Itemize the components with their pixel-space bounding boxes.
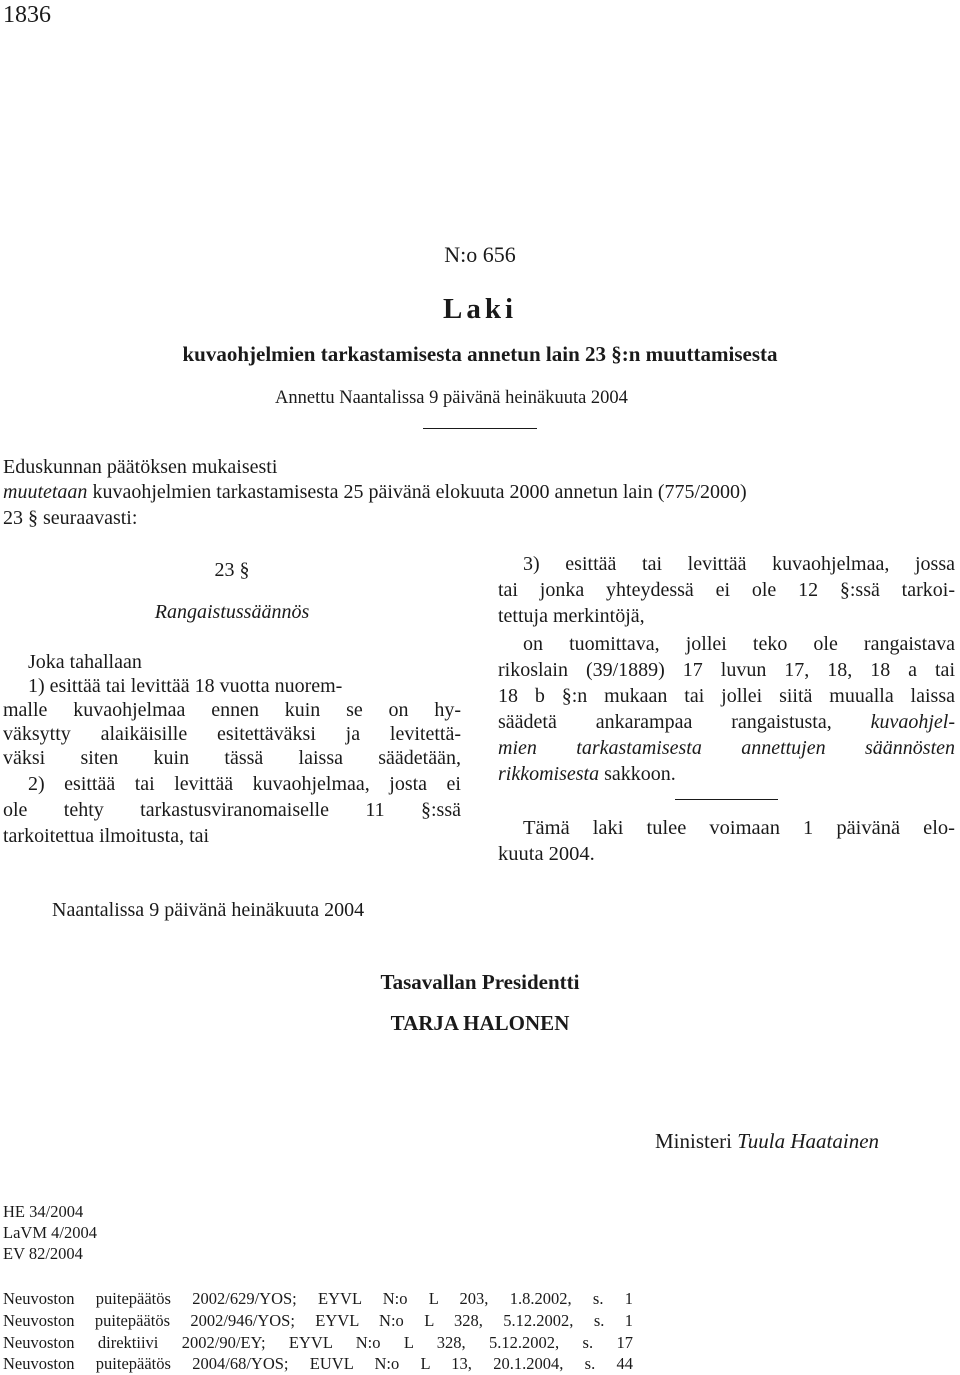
right-column-line (498, 710, 955, 734)
entry-into-force-divider (675, 799, 778, 800)
right-column-italic-text: kuvaohjel- (870, 711, 955, 733)
signature-place-date: Naantalissa 9 päivänä heinäkuuta 2004 (52, 899, 365, 921)
reference-line: Neuvoston direktiivi 2002/90/EY; EYVL N:o L 328, 5.12.2002, s. 17 (3, 1333, 633, 1352)
left-column-line: tarkoitettua ilmoitusta, tai (3, 825, 210, 847)
header-divider (423, 428, 537, 429)
page-number: 1836 (3, 2, 51, 28)
right-column-line: on tuomittava, jollei teko ole rangaistava (523, 633, 955, 655)
right-column-text: säädetä ankarampaa rangaistusta, (498, 711, 871, 733)
issued-date-line: Annettu Naantalissa 9 päivänä heinäkuuta 2004 (275, 388, 628, 408)
intro-line-2 (3, 480, 953, 504)
right-column-line (498, 762, 955, 786)
minister-label: Ministeri (655, 1129, 738, 1153)
right-column-line: 3) esittää tai levittää kuvaohjelmaa, jossa (523, 553, 955, 575)
right-column-line: tettuja merkintöjä, (498, 605, 645, 627)
reference-line: HE 34/2004 (3, 1202, 84, 1221)
reference-line: Neuvoston puitepäätös 2002/629/YOS; EYVL N:o L 203, 1.8.2002, s. 1 (3, 1289, 633, 1308)
president-title: Tasavallan Presidentti (380, 970, 580, 994)
left-column-line: Joka tahallaan (28, 651, 142, 673)
intro-line-1: Eduskunnan päätöksen mukaisesti (3, 456, 278, 478)
statute-type: Laki (442, 293, 518, 325)
intro-amend-verb: muutetaan (3, 481, 88, 503)
left-column-line: ole tehty tarkastusviranomaiselle 11 §:ssä (3, 799, 461, 821)
right-column-line: tai jonka yhteydessä ei ole 12 §:ssä tarkoi- (498, 579, 955, 601)
right-column-line: 18 b §:n mukaan tai jollei siitä muualla laissa (498, 685, 955, 707)
left-column-line: 1) esittää tai levittää 18 vuotta nuorem- (28, 675, 343, 697)
statute-title: kuvaohjelmien tarkastamisesta annetun lain 23 §:n muuttamisesta (182, 342, 778, 366)
reference-line: Neuvoston puitepäätös 2004/68/YOS; EUVL N:o L 13, 20.1.2004, s. 44 (3, 1354, 633, 1373)
right-column-italic-text: rikkomisesta (498, 763, 600, 785)
left-column-line: väksytty alaikäisille esitettäväksi ja levitettä- (3, 723, 461, 745)
president-name: TARJA HALONEN (390, 1011, 570, 1035)
right-column-line: kuuta 2004. (498, 843, 595, 865)
minister-name: Tuula Haatainen (737, 1129, 880, 1153)
left-column-line: väksi siten kuin tässä laissa säädetään, (3, 747, 461, 769)
section-heading: Rangaistussäännös (154, 601, 310, 623)
intro-line-3: 23 § seuraavasti: (3, 507, 138, 529)
reference-line: EV 82/2004 (3, 1244, 83, 1263)
left-column-line: malle kuvaohjelmaa ennen kuin se on hy- (3, 699, 461, 721)
section-number: 23 § (214, 559, 250, 581)
right-column-text: sakkoon. (599, 763, 676, 785)
statute-number: N:o 656 (444, 242, 516, 267)
reference-line: LaVM 4/2004 (3, 1223, 97, 1242)
right-column-line: mien tarkastamisesta annettujen säännösten (498, 737, 955, 759)
left-column-line: 2) esittää tai levittää kuvaohjelmaa, josta ei (28, 773, 461, 795)
minister-signature (655, 1128, 879, 1154)
reference-line: Neuvoston puitepäätös 2002/946/YOS; EYVL N:o L 328, 5.12.2002, s. 1 (3, 1311, 633, 1330)
right-column-line: rikoslain (39/1889) 17 luvun 17, 18, 18 a tai (498, 659, 955, 681)
intro-line-2-text: kuvaohjelmien tarkastamisesta 25 päivänä elokuuta 2000 annetun lain (775/2000) (87, 481, 747, 503)
right-column-line: Tämä laki tulee voimaan 1 päivänä elo- (523, 817, 955, 839)
